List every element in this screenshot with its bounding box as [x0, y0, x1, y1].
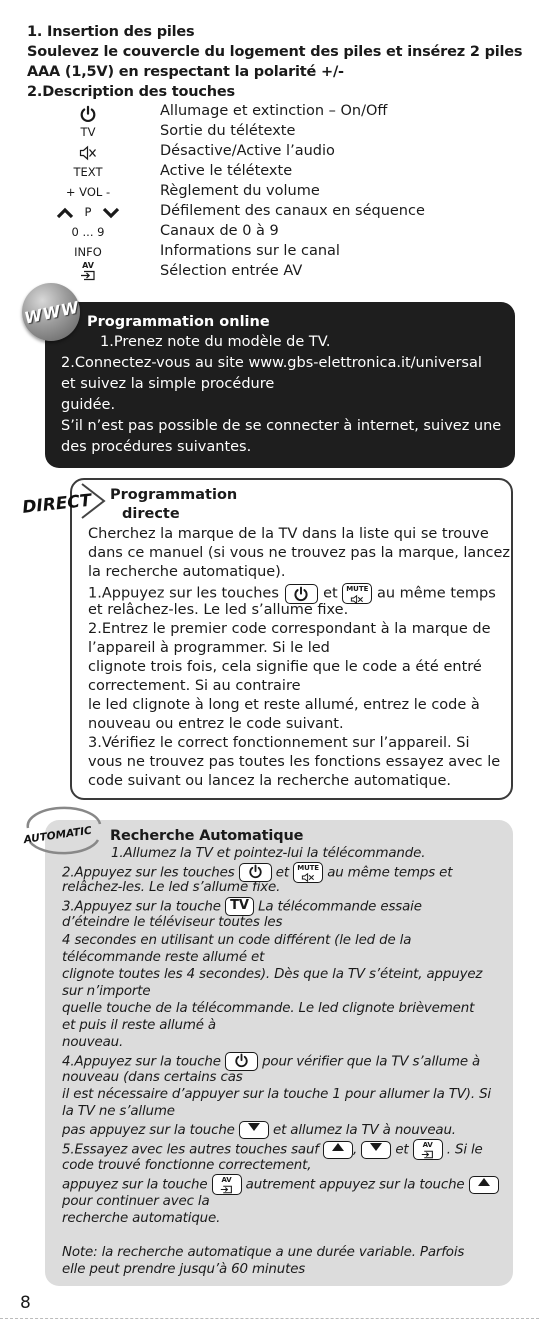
auto-line-17b: et allumez la TV à nouveau. [272, 1123, 456, 1138]
auto-line-01: 1.Allumez la TV et pointez-lui la télécommande. [111, 846, 426, 861]
key-desc-mute: Désactive/Active l’audio [160, 143, 335, 159]
auto-line-22: recherche automatique. [62, 1211, 221, 1226]
key-row-vol [0, 183, 539, 203]
arrow-up-key-icon [469, 1176, 499, 1194]
key-symbol-av: AV [82, 261, 94, 270]
key-desc-digits: Canaux de 0 à 9 [160, 223, 279, 239]
arrow-up-key-icon [323, 1141, 353, 1159]
av-key-icon: AV [413, 1139, 443, 1160]
direct-badge-text: DIRECT [21, 490, 93, 518]
automatic-badge-icon [20, 806, 106, 856]
direct-line-11: nouveau ou entrez le code suivant. [88, 716, 344, 732]
auto-line-20 [62, 1174, 499, 1195]
auto-note-1: Note: la recherche automatique a une durée variable. Parfois [62, 1245, 465, 1260]
auto-line-11: et puis il reste allumé à [62, 1018, 216, 1033]
direct-line-3: la recherche automatique). [88, 564, 286, 580]
automatic-badge-text: AUTOMATIC [22, 824, 93, 847]
direct-line-6: 2.Entrez le premier code correspondant à la marque de [88, 621, 491, 637]
auto-line-17a: pas appuyez sur la touche [62, 1123, 235, 1138]
key-row-power [0, 103, 539, 123]
www-globe-icon: WWW [22, 283, 80, 341]
auto-line-21: pour continuer avec la [62, 1194, 210, 1209]
page-number: 8 [20, 1293, 31, 1313]
power-icon [50, 105, 126, 123]
auto-line-18 [62, 1139, 483, 1160]
power-key-icon [225, 1052, 258, 1071]
direct-line-4 [88, 583, 496, 604]
auto-line-07: télécommande reste allumé et [62, 950, 265, 965]
section2-title: 2.Description des touches [27, 84, 235, 100]
key-row-text [0, 163, 539, 183]
av-key-icon: AV [212, 1174, 242, 1195]
online-line-6: des procédures suivantes. [61, 439, 252, 455]
auto-line-18d: . Si le [446, 1142, 483, 1158]
auto-line-15: il est nécessaire d’appuyer sur la touche 1 pour allumer la TV). Si [62, 1087, 492, 1102]
auto-line-18b: , [353, 1142, 358, 1158]
direct-line-7: l’appareil à programmer. Si le led [88, 640, 330, 656]
av-input-icon [50, 262, 126, 284]
key-row-program [0, 203, 539, 223]
auto-title: Recherche Automatique [110, 828, 304, 844]
auto-line-09: sur n’importe [62, 984, 151, 999]
section1-line1: Soulevez le couvercle du logement des piles et insérez 2 piles [27, 44, 523, 60]
auto-line-19: code trouvé fonctionne correctement, [62, 1158, 312, 1173]
direct-line-12: 3.Vérifiez le correct fonctionnement sur l’appareil. Si [88, 735, 470, 751]
auto-line-14: nouveau (dans certains cas [62, 1070, 243, 1085]
auto-line-20a: appuyez sur la touche [62, 1177, 208, 1193]
online-line-1: 1.Prenez note du modèle de TV. [100, 334, 331, 350]
online-line-5: S’il n’est pas possible de se connecter à internet, suivez une [61, 418, 502, 434]
auto-line-18a: 5.Essayez avec les autres touches sauf [62, 1142, 319, 1158]
arrow-down-key-icon [361, 1141, 391, 1159]
power-key-icon [285, 584, 318, 604]
bottom-divider [0, 1318, 539, 1319]
auto-line-04a: 3.Appuyez sur la touche [62, 899, 221, 915]
direct-line-13: vous ne trouvez pas toutes les fonctions essayez avec le [88, 754, 501, 770]
section1-line2: AAA (1,5V) en respectant la polarité +/- [27, 64, 344, 80]
auto-line-03: relâchez-les. Le led s’allume fixe. [62, 880, 281, 895]
direct-title-line1: Programmation [110, 487, 238, 503]
key-symbol-p: P [84, 205, 92, 219]
online-line-3: et suivez la simple procédure [61, 376, 275, 392]
auto-line-12: nouveau. [62, 1035, 124, 1050]
key-symbol-tv: TV [80, 125, 96, 139]
auto-line-20b: autrement appuyez sur la touche [245, 1177, 465, 1193]
direct-line-14: code suivant ou lancez la recherche automatique. [88, 773, 451, 789]
key-symbol-text: TEXT [73, 165, 103, 179]
auto-line-02a: 2.Appuyez sur les touches [62, 865, 235, 881]
key-desc-vol: Règlement du volume [160, 183, 320, 199]
section1-title: 1. Insertion des piles [27, 24, 195, 40]
key-desc-power: Allumage et extinction – On/Off [160, 103, 388, 119]
key-desc-tv: Sortie du télétexte [160, 123, 296, 139]
direct-line-10: le led clignote à long et reste allumé, entrez le code à [88, 697, 480, 713]
direct-title-line2: directe [122, 506, 180, 522]
auto-line-18c: et [395, 1142, 409, 1158]
auto-line-02b: et [275, 865, 289, 881]
mute-key-icon: MUTE [293, 862, 323, 883]
auto-line-16: la TV ne s’allume [62, 1104, 175, 1119]
key-desc-av: Sélection entrée AV [160, 263, 303, 279]
auto-line-04b: La télécommande essaie [258, 899, 422, 915]
auto-line-06: 4 secondes en utilisant un code différent (le led de la [62, 933, 412, 948]
direct-line-5: et relâchez-les. Le led s’allume fixe. [88, 602, 349, 618]
auto-line-05: d’éteindre le téléviseur toutes les [62, 915, 283, 930]
auto-line-10: quelle touche de la télécommande. Le led clignote brièvement [62, 1001, 475, 1016]
direct-line-9: correctement. Si au contraire [88, 678, 301, 694]
auto-line-13 [62, 1052, 480, 1071]
auto-line-04 [62, 897, 422, 916]
auto-line-13b: pour vérifier que la TV s’allume à [262, 1054, 481, 1070]
direct-line-1: Cherchez la marque de la TV dans la liste qui se trouve [88, 526, 489, 542]
chevron-up-down-icon [50, 205, 126, 220]
online-line-4: guidée. [61, 397, 116, 413]
auto-line-17 [62, 1121, 456, 1139]
key-desc-info: Informations sur le canal [160, 243, 340, 259]
key-row-tv [0, 123, 539, 143]
direct-line-2: dans ce manuel (si vous ne trouvez pas la marque, lancez [88, 545, 511, 561]
direct-line-4c: au même temps [376, 585, 496, 602]
direct-line-8: clignote trois fois, cela signifie que le code a été entré [88, 659, 482, 675]
key-row-digits [0, 223, 539, 243]
direct-line-4a: 1.Appuyez sur les touches [88, 585, 279, 602]
key-row-av [0, 263, 539, 283]
auto-line-02c: au même temps et [327, 865, 453, 881]
key-symbol-info: INFO [74, 245, 102, 259]
key-symbol-vol: + VOL - [65, 185, 111, 199]
online-title: Programmation online [87, 314, 270, 330]
mute-key-icon: MUTE [342, 583, 372, 604]
direct-line-4b: et [323, 585, 338, 602]
key-row-info [0, 243, 539, 263]
auto-line-13a: 4.Appuyez sur la touche [62, 1054, 221, 1070]
key-desc-program: Défilement des canaux en séquence [160, 203, 425, 219]
key-row-mute [0, 143, 539, 163]
mute-icon [50, 145, 126, 161]
direct-badge-icon [20, 480, 106, 522]
key-desc-text: Active le télétexte [160, 163, 293, 179]
arrow-down-key-icon [239, 1121, 269, 1139]
key-symbol-digits: 0 ... 9 [71, 225, 105, 239]
auto-line-08: clignote toutes les 4 secondes). Dès que la TV s’éteint, appuyez [62, 967, 483, 982]
auto-note-2: elle peut prendre jusqu’à 60 minutes [62, 1262, 306, 1277]
online-line-2: 2.Connectez-vous au site www.gbs-elettronica.it/universal [61, 355, 482, 371]
tv-key-icon: TV [225, 897, 254, 916]
